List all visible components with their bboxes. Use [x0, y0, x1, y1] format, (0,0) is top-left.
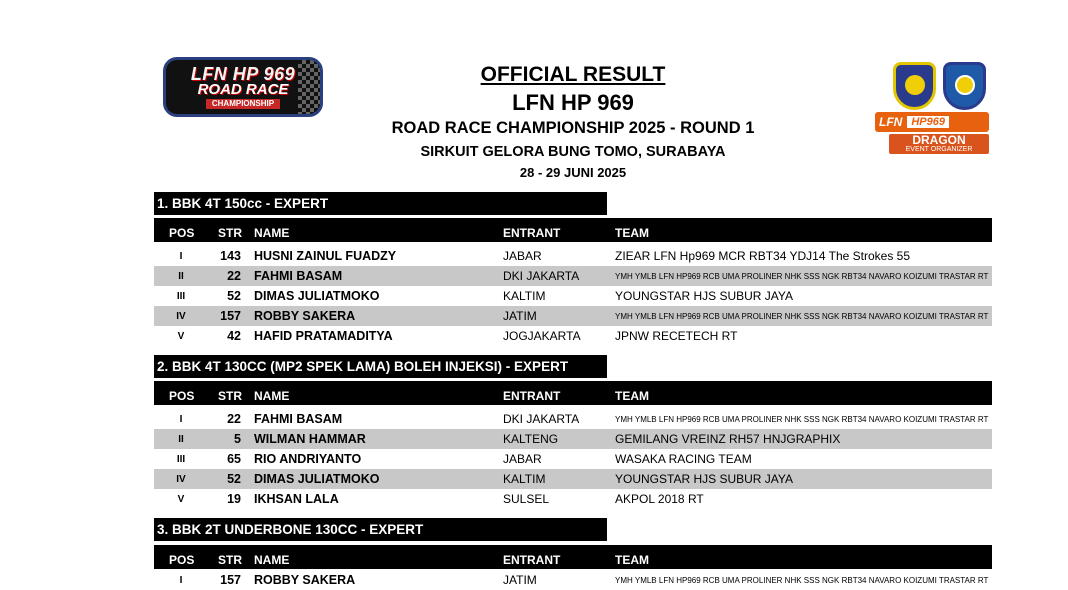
result-row: [154, 326, 992, 346]
cell-team: YMH YMLB LFN HP969 RCB UMA PROLINER NHK SSS NGK RBT34 NAVARO KOIZUMI TRASTAR RT: [615, 312, 989, 321]
cell-name: FAHMI BASAM: [254, 412, 343, 426]
cell-name: DIMAS JULIATMOKO: [254, 289, 380, 303]
result-row: [154, 570, 992, 590]
cell-entrant: KALTIM: [503, 472, 546, 486]
cell-entrant: JABAR: [503, 249, 542, 263]
cell-pos: I: [179, 414, 183, 425]
logo-line-1: LFN HP 969: [190, 63, 296, 84]
cell-pos: IV: [176, 474, 186, 485]
cell-str: 52: [227, 289, 241, 303]
cell-team: YMH YMLB LFN HP969 RCB UMA PROLINER NHK SSS NGK RBT34 NAVARO KOIZUMI TRASTAR RT: [615, 576, 989, 585]
col-pos: POS: [169, 553, 195, 567]
result-row: [154, 489, 992, 509]
col-name: NAME: [254, 226, 290, 240]
result-row: [154, 409, 992, 429]
col-team: TEAM: [615, 389, 649, 403]
cell-team: WASAKA RACING TEAM: [615, 452, 752, 466]
document-title: OFFICIAL RESULT: [480, 63, 666, 86]
cell-team: GEMILANG VREINZ RH57 HNJGRAPHIX: [615, 432, 841, 446]
cell-entrant: SULSEL: [503, 492, 550, 506]
cell-team: YOUNGSTAR HJS SUBUR JAYA: [615, 289, 794, 303]
col-entrant: ENTRANT: [503, 553, 561, 567]
category-title: 1. BBK 4T 150cc - EXPERT: [154, 192, 607, 215]
cell-str: 65: [227, 452, 241, 466]
col-team: TEAM: [615, 553, 649, 567]
col-name: NAME: [254, 389, 290, 403]
sponsor-lfn-logo: LFN HP969: [875, 112, 989, 132]
cell-str: 22: [227, 412, 241, 426]
club-shield-icon: [893, 62, 936, 110]
federation-shield-icon: [943, 62, 986, 110]
cell-str: 143: [220, 249, 241, 263]
cell-entrant: JABAR: [503, 452, 542, 466]
cell-entrant: JATIM: [503, 309, 537, 323]
cell-entrant: JATIM: [503, 573, 537, 587]
cell-name: ROBBY SAKERA: [254, 309, 356, 323]
col-str: STR: [218, 389, 242, 403]
cell-team: AKPOL 2018 RT: [615, 492, 704, 506]
result-row: [154, 469, 992, 489]
event-date: 28 - 29 JUNI 2025: [519, 165, 627, 180]
column-header: [154, 381, 992, 405]
col-pos: POS: [169, 389, 195, 403]
result-row: [154, 306, 992, 326]
document-subtitle: LFN HP 969: [512, 90, 634, 115]
category-title: 3. BBK 2T UNDERBONE 130CC - EXPERT: [154, 518, 607, 541]
column-header: [154, 545, 992, 569]
cell-team: ZIEAR LFN Hp969 MCR RBT34 YDJ14 The Strokes 55: [615, 249, 911, 263]
cell-name: HAFID PRATAMADITYA: [254, 329, 393, 343]
cell-pos: III: [176, 291, 186, 302]
cell-name: FAHMI BASAM: [254, 269, 343, 283]
cell-name: IKHSAN LALA: [254, 492, 339, 506]
col-entrant: ENTRANT: [503, 389, 561, 403]
sponsor-dragon-logo: DRAGON EVENT ORGANIZER: [889, 134, 989, 154]
cell-pos: I: [179, 575, 183, 586]
cell-str: 157: [220, 573, 241, 587]
col-team: TEAM: [615, 226, 649, 240]
cell-name: WILMAN HAMMAR: [254, 432, 366, 446]
cell-team: YOUNGSTAR HJS SUBUR JAYA: [615, 472, 794, 486]
cell-pos: I: [179, 251, 183, 262]
venue: SIRKUIT GELORA BUNG TOMO, SURABAYA: [420, 144, 726, 160]
col-str: STR: [218, 226, 242, 240]
logo-line-3: CHAMPIONSHIP: [206, 99, 280, 109]
cell-entrant: DKI JAKARTA: [503, 269, 580, 283]
cell-entrant: DKI JAKARTA: [503, 412, 580, 426]
result-row: [154, 449, 992, 469]
cell-str: 42: [227, 329, 241, 343]
result-row: [154, 429, 992, 449]
cell-pos: V: [177, 494, 185, 505]
cell-pos: III: [176, 454, 186, 465]
cell-pos: II: [178, 434, 184, 445]
col-name: NAME: [254, 553, 290, 567]
column-header: [154, 218, 992, 242]
cell-team: YMH YMLB LFN HP969 RCB UMA PROLINER NHK SSS NGK RBT34 NAVARO KOIZUMI TRASTAR RT: [615, 272, 989, 281]
col-pos: POS: [169, 226, 195, 240]
col-entrant: ENTRANT: [503, 226, 561, 240]
cell-pos: II: [178, 271, 184, 282]
category-title: 2. BBK 4T 130CC (MP2 SPEK LAMA) BOLEH INJEKSI) - EXPERT: [154, 355, 607, 378]
col-str: STR: [218, 553, 242, 567]
cell-str: 19: [227, 492, 241, 506]
result-row: [154, 246, 992, 266]
cell-str: 157: [220, 309, 241, 323]
cell-entrant: KALTIM: [503, 289, 546, 303]
cell-team: YMH YMLB LFN HP969 RCB UMA PROLINER NHK SSS NGK RBT34 NAVARO KOIZUMI TRASTAR RT: [615, 415, 989, 424]
cell-team: JPNW RECETECH RT: [615, 329, 738, 343]
result-row: [154, 286, 992, 306]
cell-str: 52: [227, 472, 241, 486]
logo-line-2: ROAD RACE: [197, 80, 289, 98]
cell-entrant: KALTENG: [503, 432, 559, 446]
event-name: ROAD RACE CHAMPIONSHIP 2025 - ROUND 1: [391, 119, 755, 137]
cell-str: 5: [234, 432, 241, 446]
cell-name: RIO ANDRIYANTO: [254, 452, 362, 466]
cell-entrant: JOGJAKARTA: [503, 329, 581, 343]
cell-str: 22: [227, 269, 241, 283]
result-row: [154, 266, 992, 286]
cell-name: DIMAS JULIATMOKO: [254, 472, 380, 486]
cell-name: ROBBY SAKERA: [254, 573, 356, 587]
cell-pos: IV: [176, 311, 186, 322]
championship-logo: [163, 57, 323, 117]
cell-name: HUSNI ZAINUL FUADZY: [254, 249, 397, 263]
cell-pos: V: [177, 331, 185, 342]
